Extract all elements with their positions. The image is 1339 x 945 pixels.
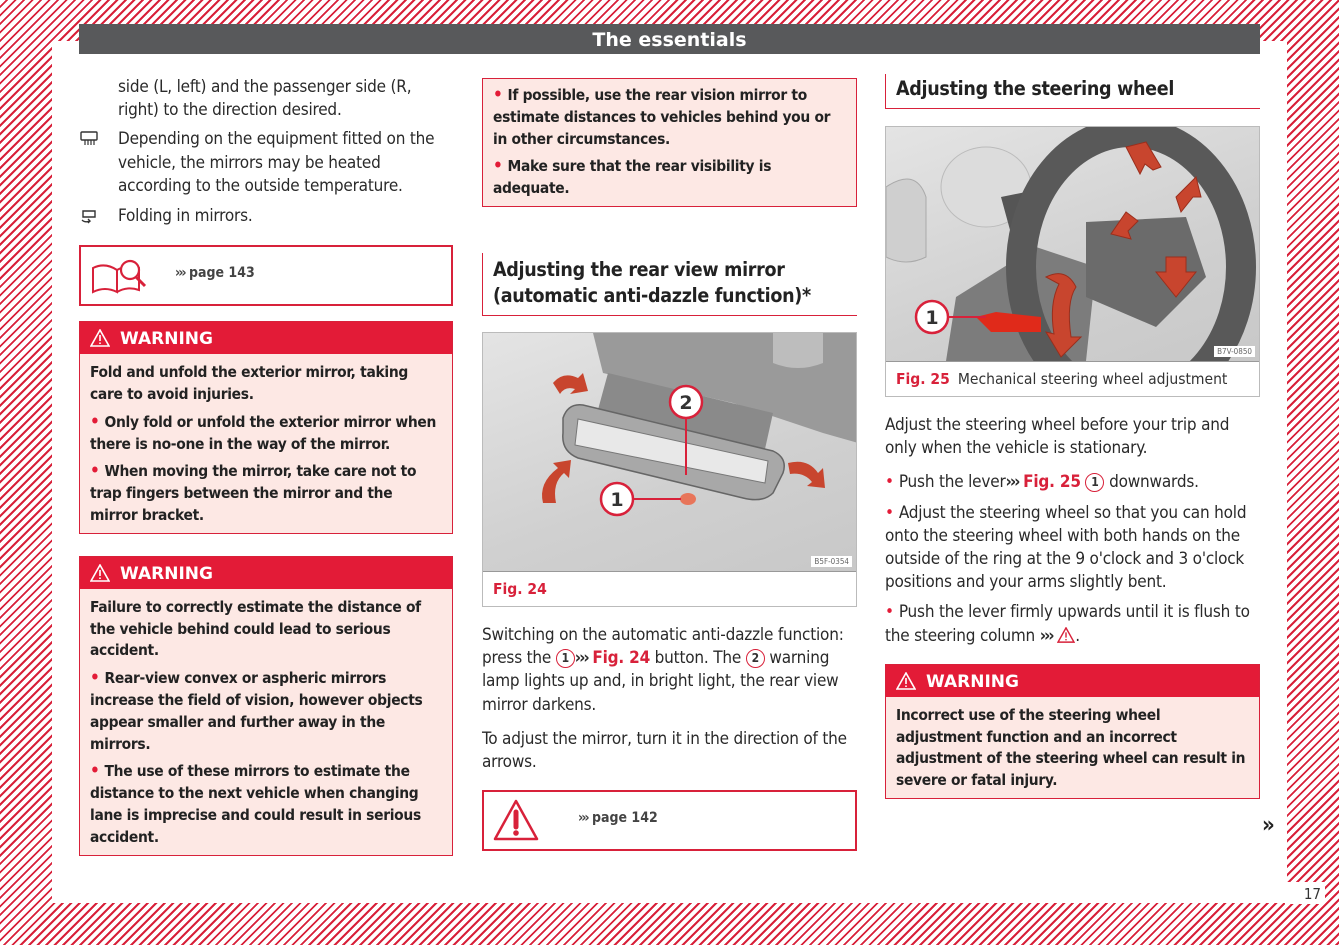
figure [885, 126, 1260, 397]
warning-triangle-icon[interactable] [1057, 627, 1075, 643]
warning-lead: Failure to correctly estimate the distance of the vehicle behind could lead to serious accident. [90, 597, 421, 660]
list-item [79, 205, 453, 228]
warning-triangle-icon [492, 798, 540, 842]
warning-box-continued [482, 78, 857, 207]
section-title: Adjusting the steering wheel [885, 74, 1260, 109]
warning-box [79, 321, 453, 534]
step-item: • Push the lever firmly upwards until it is flush to the steering column ››› . [885, 602, 1250, 646]
cross-reference-box[interactable] [79, 245, 453, 306]
warning-box [885, 664, 1260, 799]
warning-bullet: • Rear-view convex or aspheric mirrors increase the field of vision, however objects appear smaller and further away in the mirrors. [90, 668, 423, 753]
svg-text:1: 1 [925, 307, 939, 329]
figure-caption: Fig. 25 Mechanical steering wheel adjustment [896, 370, 1228, 388]
folding-mirror-icon [79, 207, 101, 225]
callout-1: 1 [556, 649, 575, 668]
column-2 [482, 78, 857, 851]
warning-triangle-icon [896, 672, 916, 690]
heated-mirror-icon [79, 130, 101, 148]
column-1 [79, 70, 453, 856]
rear-view-mirror-illustration [483, 333, 856, 571]
svg-text:1: 1 [610, 488, 624, 511]
warning-lead: Fold and unfold the exterior mirror, taking care to avoid injuries. [90, 363, 409, 404]
warning-lead: Incorrect use of the steering wheel adjustment function and an incorrect adjustment of the steering wheel can result in severe or fatal injury. [896, 705, 1246, 790]
page-number: 17 [1285, 882, 1325, 904]
warning-triangle-icon [90, 564, 110, 582]
figure-link[interactable]: Fig. 24 [592, 648, 651, 669]
warning-bullet: • When moving the mirror, take care not to trap fingers between the mirror and the mirror bracket. [90, 461, 417, 524]
callout-2: 2 [746, 649, 765, 668]
warning-header: WARNING [80, 557, 452, 589]
figure-link[interactable]: Fig. 25 [1023, 472, 1081, 493]
warning-triangle-icon [90, 329, 110, 347]
page-header [79, 24, 1260, 54]
intro-text: side (L, left) and the passenger side (R, right) to the direction desired. [118, 77, 412, 121]
item-text: Folding in mirrors. [118, 206, 253, 227]
cross-reference-box[interactable] [482, 790, 857, 851]
step-item: • Adjust the steering wheel so that you can hold onto the steering wheel with both hands on the outside of the ring at the 9 o'clock and 3 o'clock positions and your arms slightly bent. [885, 502, 1247, 593]
warning-box [79, 556, 453, 856]
figure-code: B5F-0354 [811, 556, 852, 567]
warning-header: WARNING [886, 665, 1259, 697]
figure [482, 332, 857, 607]
warning-bullet: • Make sure that the rear visibility is adequate. [493, 156, 772, 198]
warning-body [483, 79, 856, 206]
section-title: Adjusting the rear view mirror (automatic anti-dazzle function)* [482, 253, 857, 316]
list-item [79, 128, 453, 198]
figure-image [886, 127, 1259, 362]
steering-wheel-illustration [886, 127, 1259, 361]
svg-text:2: 2 [679, 391, 693, 414]
column-3 [885, 74, 1260, 799]
warning-header: WARNING [80, 322, 452, 354]
intro-paragraph: Adjust the steering wheel before your trip and only when the vehicle is stationary. [885, 415, 1230, 459]
page-reference[interactable]: ››› page 143 [175, 265, 255, 282]
figure-code: B7V-0850 [1214, 346, 1255, 357]
figure-caption: Fig. 24 [493, 579, 547, 598]
warning-bullet: • Only fold or unfold the exterior mirror when there is no-one in the way of the mirror. [90, 411, 437, 453]
warning-body [80, 589, 452, 855]
callout-1: 1 [1085, 473, 1104, 492]
warning-bullet: • The use of these mirrors to estimate the distance to the next vehicle when changing lane is imprecise and could result in serious accident. [90, 761, 421, 846]
warning-body [886, 697, 1259, 798]
figure-image [483, 333, 856, 572]
warning-body [80, 354, 452, 533]
warning-bullet: • If possible, use the rear vision mirror to estimate distances to vehicles behind you or in other circumstances. [493, 85, 831, 148]
continue-mark: » [1262, 813, 1275, 838]
book-magnifier-icon [90, 256, 152, 296]
page-reference[interactable]: ››› page 142 [578, 810, 658, 827]
header-title: The essentials [592, 29, 747, 51]
paragraph: To adjust the mirror, turn it in the direction of the arrows. [482, 728, 847, 772]
step-item: • Push the lever››› Fig. 25 1 downwards. [885, 472, 1199, 493]
paragraph: Switching on the automatic anti-dazzle function: press the 1 ››› Fig. 24 button. The 2 warning lamp lights up and, in bright light, the rear view mirror darkens. [482, 624, 844, 715]
item-text: Depending on the equipment fitted on the vehicle, the mirrors may be heated according to the outside temperature. [118, 129, 435, 196]
